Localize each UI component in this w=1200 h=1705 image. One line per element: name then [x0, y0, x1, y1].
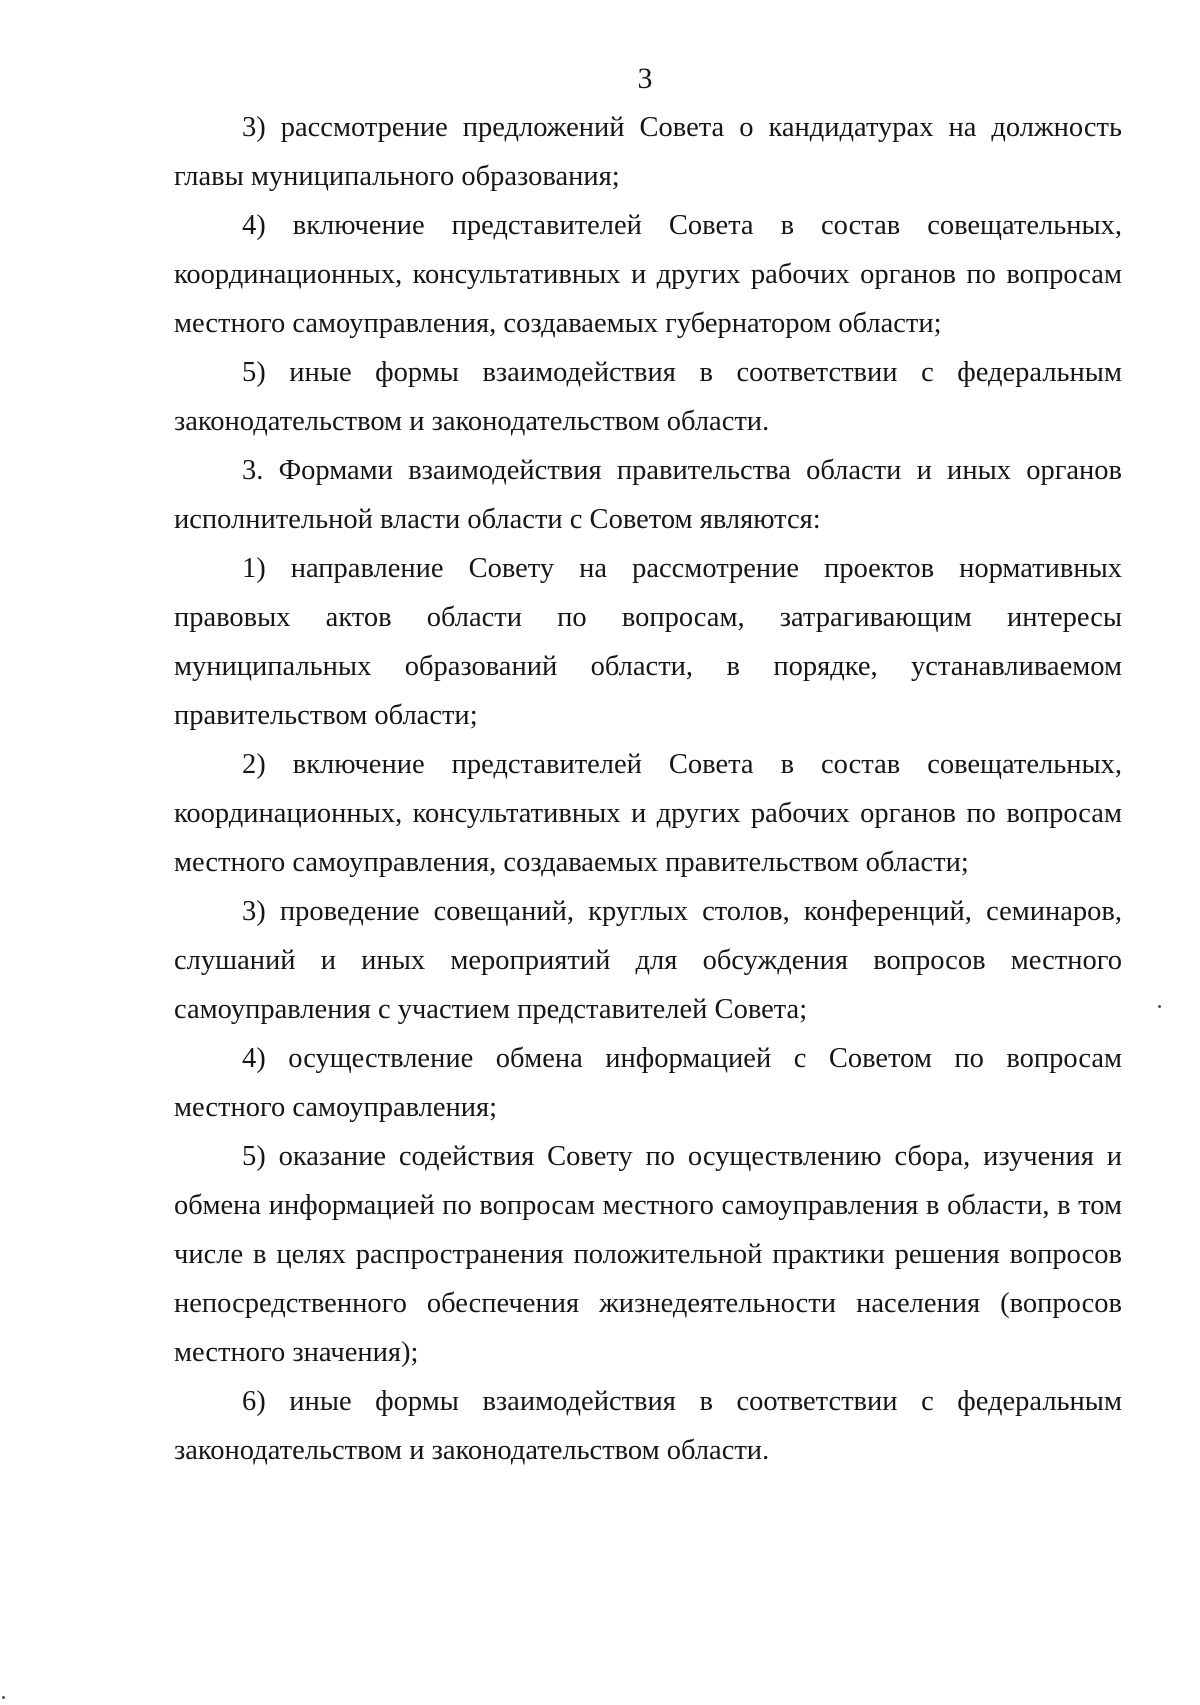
paragraph-item-4-governor-bodies: 4) включение представителей Совета в состав совещательных, координационных, консультативных и других рабочих органов по вопросам местного самоуправления, создаваемых губернатором области;: [174, 210, 1122, 339]
paragraph-item-5-assistance: 5) оказание содействия Совету по осуществлению сбора, изучения и обмена информацией по вопросам местного самоуправления в области, в том числе в целях распространения положительной практики решения вопросов непосредственного обеспечения жизнедеятельности населения (вопросов местного значения);: [174, 1141, 1122, 1368]
paragraph-item-6-other-forms: 6) иные формы взаимодействия в соответствии с федеральным законодательством и законодательством области.: [174, 1386, 1122, 1466]
document-body: [174, 103, 1122, 1475]
paragraph-item-2-government-bodies: 2) включение представителей Совета в состав совещательных, координационных, консультативных и других рабочих органов по вопросам местного самоуправления, создаваемых правительством области;: [174, 749, 1122, 878]
paragraph-item-5-other-forms: 5) иные формы взаимодействия в соответствии с федеральным законодательством и законодательством области.: [174, 357, 1122, 437]
scan-speck: [2, 1696, 5, 1699]
scan-speck: [1158, 1005, 1161, 1008]
page-number: 3: [637, 62, 653, 95]
paragraph-item-3-meetings: 3) проведение совещаний, круглых столов, конференций, семинаров, слушаний и иных мероприятий для обсуждения вопросов местного самоуправления с участием представителей Совета;: [174, 896, 1122, 1025]
paragraph-item-4-information-exchange: 4) осуществление обмена информацией с Советом по вопросам местного самоуправления;: [174, 1043, 1122, 1123]
paragraph-item-1-draft-acts: 1) направление Совету на рассмотрение проектов нормативных правовых актов области по вопросам, затрагивающим интересы муниципальных образований области, в порядке, устанавливаемом правительством области;: [174, 553, 1122, 731]
paragraph-item-3-council-candidates: 3) рассмотрение предложений Совета о кандидатурах на должность главы муниципального образования;: [174, 112, 1122, 192]
paragraph-section-3-heading: 3. Формами взаимодействия правительства области и иных органов исполнительной власти области с Советом являются:: [174, 455, 1122, 535]
